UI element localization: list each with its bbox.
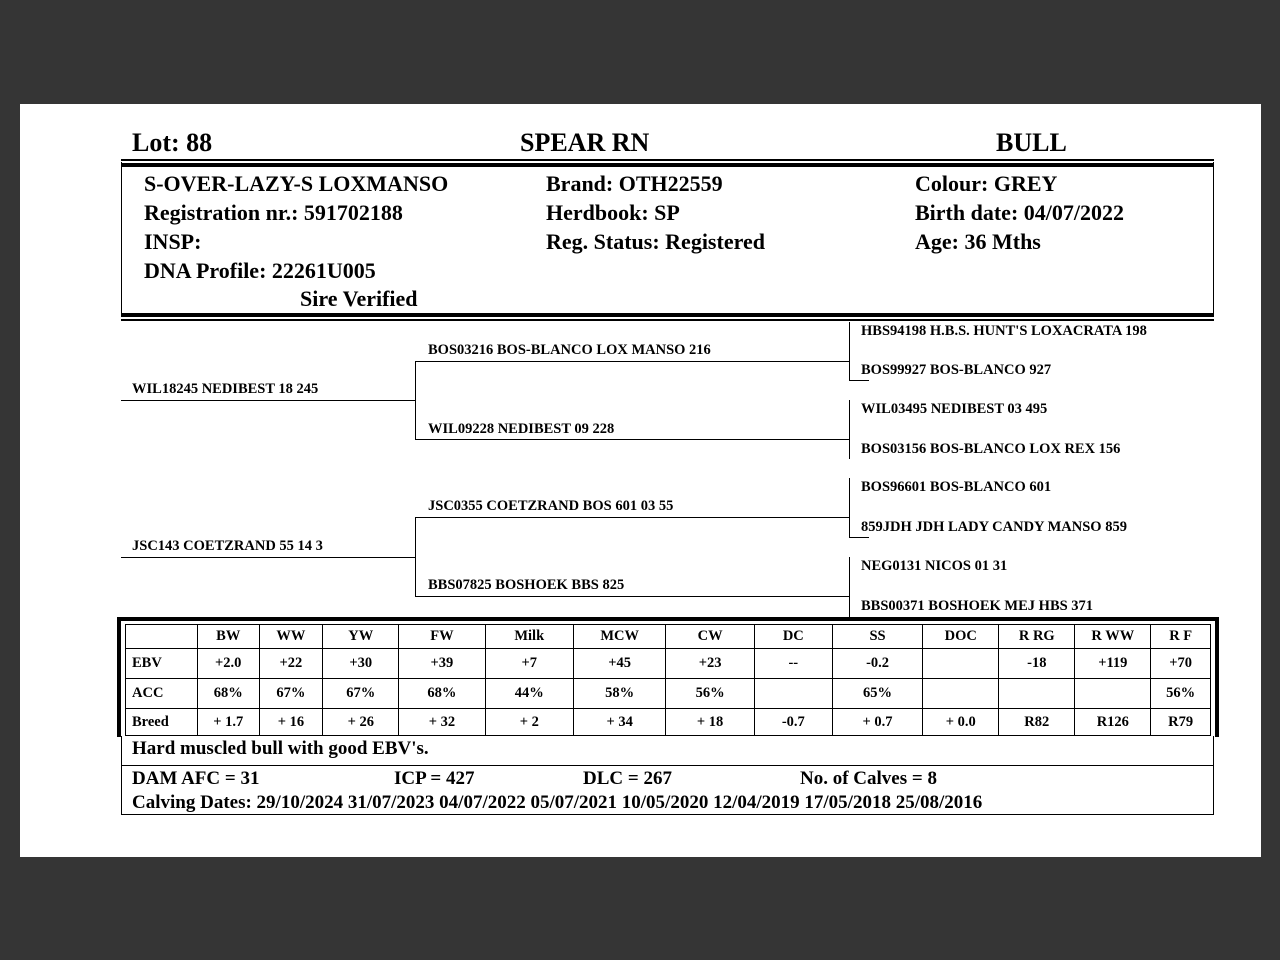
ebv-cell: 65% (832, 679, 922, 709)
ebv-cell: + 34 (573, 709, 665, 736)
pedigree-ddd: BBS00371 BOSHOEK MEJ HBS 371 (861, 598, 1094, 614)
sire-verified: Sire Verified (300, 286, 418, 311)
ebv-cell: + 18 (666, 709, 754, 736)
ebv-cell: + 2 (485, 709, 573, 736)
ebv-cell: +45 (573, 649, 665, 679)
ebv-cell: +30 (323, 649, 399, 679)
pedigree-sds: WIL03495 NEDIBEST 03 495 (861, 401, 1048, 417)
pedigree-connector (415, 517, 416, 597)
ebv-cell: +23 (666, 649, 754, 679)
ebv-cell: + 0.0 (923, 709, 999, 736)
ebv-cell: R82 (999, 709, 1075, 736)
ebv-col-header: SS (832, 625, 922, 649)
info-rule (121, 319, 1214, 321)
ebv-cell: -- (754, 649, 832, 679)
herdbook: Herdbook: SP (546, 200, 680, 225)
pedigree-sire-dam: WIL09228 NEDIBEST 09 228 (428, 421, 615, 437)
ebv-cell: + 0.7 (832, 709, 922, 736)
ebv-col-header: BW (197, 625, 259, 649)
ebv-cell: -0.7 (754, 709, 832, 736)
ebv-cell: +39 (399, 649, 485, 679)
pedigree-ssd: BOS99927 BOS-BLANCO 927 (861, 362, 1052, 378)
comment-rule (121, 765, 1214, 766)
pedigree-connector (849, 400, 850, 459)
pedigree-sire-sire: BOS03216 BOS-BLANCO LOX MANSO 216 (428, 342, 711, 358)
ebv-row (126, 649, 1211, 679)
breed-row (126, 709, 1211, 736)
reg-status: Reg. Status: Registered (546, 229, 765, 254)
brand: Brand: OTH22559 (546, 171, 723, 196)
pedigree-line (849, 537, 869, 538)
ebv-col-header: R F (1151, 625, 1211, 649)
birth-date: Birth date: 04/07/2022 (915, 200, 1124, 225)
age: Age: 36 Mths (915, 229, 1041, 254)
ebv-cell (923, 679, 999, 709)
comment: Hard muscled bull with good EBV's. (132, 738, 429, 759)
dam-calves: No. of Calves = 8 (800, 768, 937, 789)
ebv-cell: 68% (197, 679, 259, 709)
pedigree-sss: HBS94198 H.B.S. HUNT'S LOXACRATA 198 (861, 323, 1147, 339)
ebv-row-label: EBV (126, 649, 198, 679)
pedigree-line (415, 517, 850, 518)
pedigree-connector (849, 478, 850, 537)
ebv-cell: 56% (1151, 679, 1211, 709)
ebv-cell: 67% (259, 679, 323, 709)
ebv-cell: 56% (666, 679, 754, 709)
dam-icp: ICP = 427 (394, 768, 475, 789)
insp-label: INSP: (144, 229, 202, 254)
pedigree-sdd: BOS03156 BOS-BLANCO LOX REX 156 (861, 441, 1121, 457)
ebv-col-header: R RG (999, 625, 1075, 649)
footer-bottom-rule (121, 814, 1214, 815)
ebv-col-header: DOC (923, 625, 999, 649)
ebv-cell: R79 (1151, 709, 1211, 736)
ebv-cell: -0.2 (832, 649, 922, 679)
animal-sex: BULL (996, 128, 1067, 157)
ebv-col-header: WW (259, 625, 323, 649)
ebv-row-label: Breed (126, 709, 198, 736)
info-left-border (121, 162, 122, 316)
ebv-cell: -18 (999, 649, 1075, 679)
ebv-cell (999, 679, 1075, 709)
ebv-cell: 58% (573, 679, 665, 709)
ebv-cell: +22 (259, 649, 323, 679)
info-right-border (1213, 162, 1214, 316)
pedigree-dam-sire: JSC0355 COETZRAND BOS 601 03 55 (428, 498, 674, 514)
pedigree-line (849, 380, 869, 381)
pedigree-dam: JSC143 COETZRAND 55 14 3 (132, 538, 323, 554)
ebv-table-right-rule (1215, 617, 1219, 737)
ebv-row-label: ACC (126, 679, 198, 709)
footer-right-border (1213, 736, 1214, 814)
ebv-cell: + 32 (399, 709, 485, 736)
ebv-cell: 68% (399, 679, 485, 709)
registration-number: Registration nr.: 591702188 (144, 200, 403, 225)
info-rule-thick (121, 313, 1214, 317)
pedigree-dss: BOS96601 BOS-BLANCO 601 (861, 479, 1052, 495)
ebv-cell: R126 (1075, 709, 1151, 736)
auction-lot-sheet (20, 104, 1261, 857)
ebv-cell (1075, 679, 1151, 709)
ebv-cell: 44% (485, 679, 573, 709)
ebv-cell: 67% (323, 679, 399, 709)
dam-afc: DAM AFC = 31 (132, 768, 260, 789)
pedigree-line (121, 400, 416, 401)
pedigree-line (121, 557, 416, 558)
pedigree-line (415, 361, 850, 362)
ebv-table (125, 624, 1211, 736)
ebv-cell: + 26 (323, 709, 399, 736)
ebv-cell: + 16 (259, 709, 323, 736)
ebv-cell (754, 679, 832, 709)
pedigree-line (415, 439, 850, 440)
pedigree-dsd: 859JDH JDH LADY CANDY MANSO 859 (861, 519, 1127, 535)
pedigree-line (415, 596, 850, 597)
header-rule-thick (121, 163, 1214, 167)
pedigree-dds: NEG0131 NICOS 01 31 (861, 558, 1008, 574)
ebv-col-header: DC (754, 625, 832, 649)
pedigree-dam-dam: BBS07825 BOSHOEK BBS 825 (428, 577, 625, 593)
ebv-col-header: Milk (485, 625, 573, 649)
ebv-cell: +70 (1151, 649, 1211, 679)
ebv-cell: +2.0 (197, 649, 259, 679)
ebv-table-top-rule (117, 617, 1219, 621)
colour: Colour: GREY (915, 171, 1058, 196)
pedigree-connector (849, 322, 850, 381)
ebv-col-header (126, 625, 198, 649)
ebv-col-header: FW (399, 625, 485, 649)
calving-dates: Calving Dates: 29/10/2024 31/07/2023 04/07/2022 05/07/2021 10/05/2020 12/04/2019 17/05/2018 25/08/2016 (132, 792, 983, 813)
ebv-cell (923, 649, 999, 679)
pedigree-connector (415, 361, 416, 440)
header-rule (121, 159, 1214, 161)
footer-left-border (121, 736, 122, 814)
ebv-cell: +7 (485, 649, 573, 679)
dam-dlc: DLC = 267 (583, 768, 672, 789)
full-name: S-OVER-LAZY-S LOXMANSO (144, 171, 449, 196)
acc-row (126, 679, 1211, 709)
ebv-col-header: R WW (1075, 625, 1151, 649)
lot-number: Lot: 88 (132, 128, 213, 157)
ebv-cell: + 1.7 (197, 709, 259, 736)
ebv-cell: +119 (1075, 649, 1151, 679)
ebv-col-header: MCW (573, 625, 665, 649)
pedigree-sire: WIL18245 NEDIBEST 18 245 (132, 381, 319, 397)
animal-name: SPEAR RN (520, 128, 650, 157)
pedigree-connector (849, 557, 850, 617)
dna-profile: DNA Profile: 22261U005 (144, 258, 376, 283)
ebv-header-row (126, 625, 1211, 649)
ebv-col-header: YW (323, 625, 399, 649)
ebv-table-left-rule (117, 617, 121, 737)
ebv-col-header: CW (666, 625, 754, 649)
